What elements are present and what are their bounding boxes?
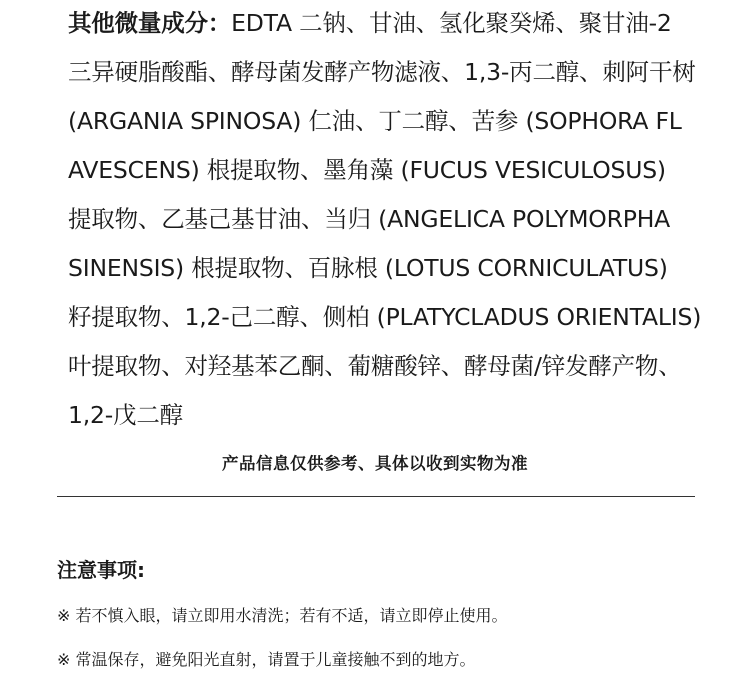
ingredients-label: 其他微量成分： bbox=[68, 9, 232, 37]
ingredients-line: 1,2-戊二醇 bbox=[68, 401, 183, 429]
notice-item: ※ 常温保存，避免阳光直射，请置于儿童接触不到的地方。 bbox=[57, 650, 476, 669]
ingredients-line: SINENSIS) 根提取物、百脉根 (LOTUS CORNICULATUS) bbox=[68, 254, 668, 282]
ingredients-line: 三异硬脂酸酯、酵母菌发酵产物滤液、1,3-丙二醇、刺阿干树 bbox=[68, 58, 696, 86]
ingredients-line: 籽提取物、1,2-己二醇、侧柏 (PLATYCLADUS ORIENTALIS) bbox=[68, 303, 702, 331]
ingredients-line: 提取物、乙基己基甘油、当归 (ANGELICA POLYMORPHA bbox=[68, 205, 671, 233]
ingredients-line: 叶提取物、对羟基苯乙酮、葡糖酸锌、酵母菌/锌发酵产物、 bbox=[68, 352, 682, 380]
ingredients-line bbox=[68, 8, 708, 38]
notice-title: 注意事项: bbox=[57, 558, 145, 582]
ingredients-line: (ARGANIA SPINOSA) 仁油、丁二醇、苦参 (SOPHORA FL bbox=[68, 107, 682, 135]
ingredients-text: EDTA 二钠、甘油、氢化聚癸烯、聚甘油-2 bbox=[231, 9, 672, 37]
ingredients-line: AVESCENS) 根提取物、墨角藻 (FUCUS VESICULOSUS) bbox=[68, 156, 666, 184]
notice-item: ※ 若不慎入眼，请立即用水清洗；若有不适，请立即停止使用。 bbox=[57, 606, 508, 625]
section-divider bbox=[57, 496, 695, 497]
disclaimer-text: 产品信息仅供参考、具体以收到实物为准 bbox=[222, 454, 528, 473]
